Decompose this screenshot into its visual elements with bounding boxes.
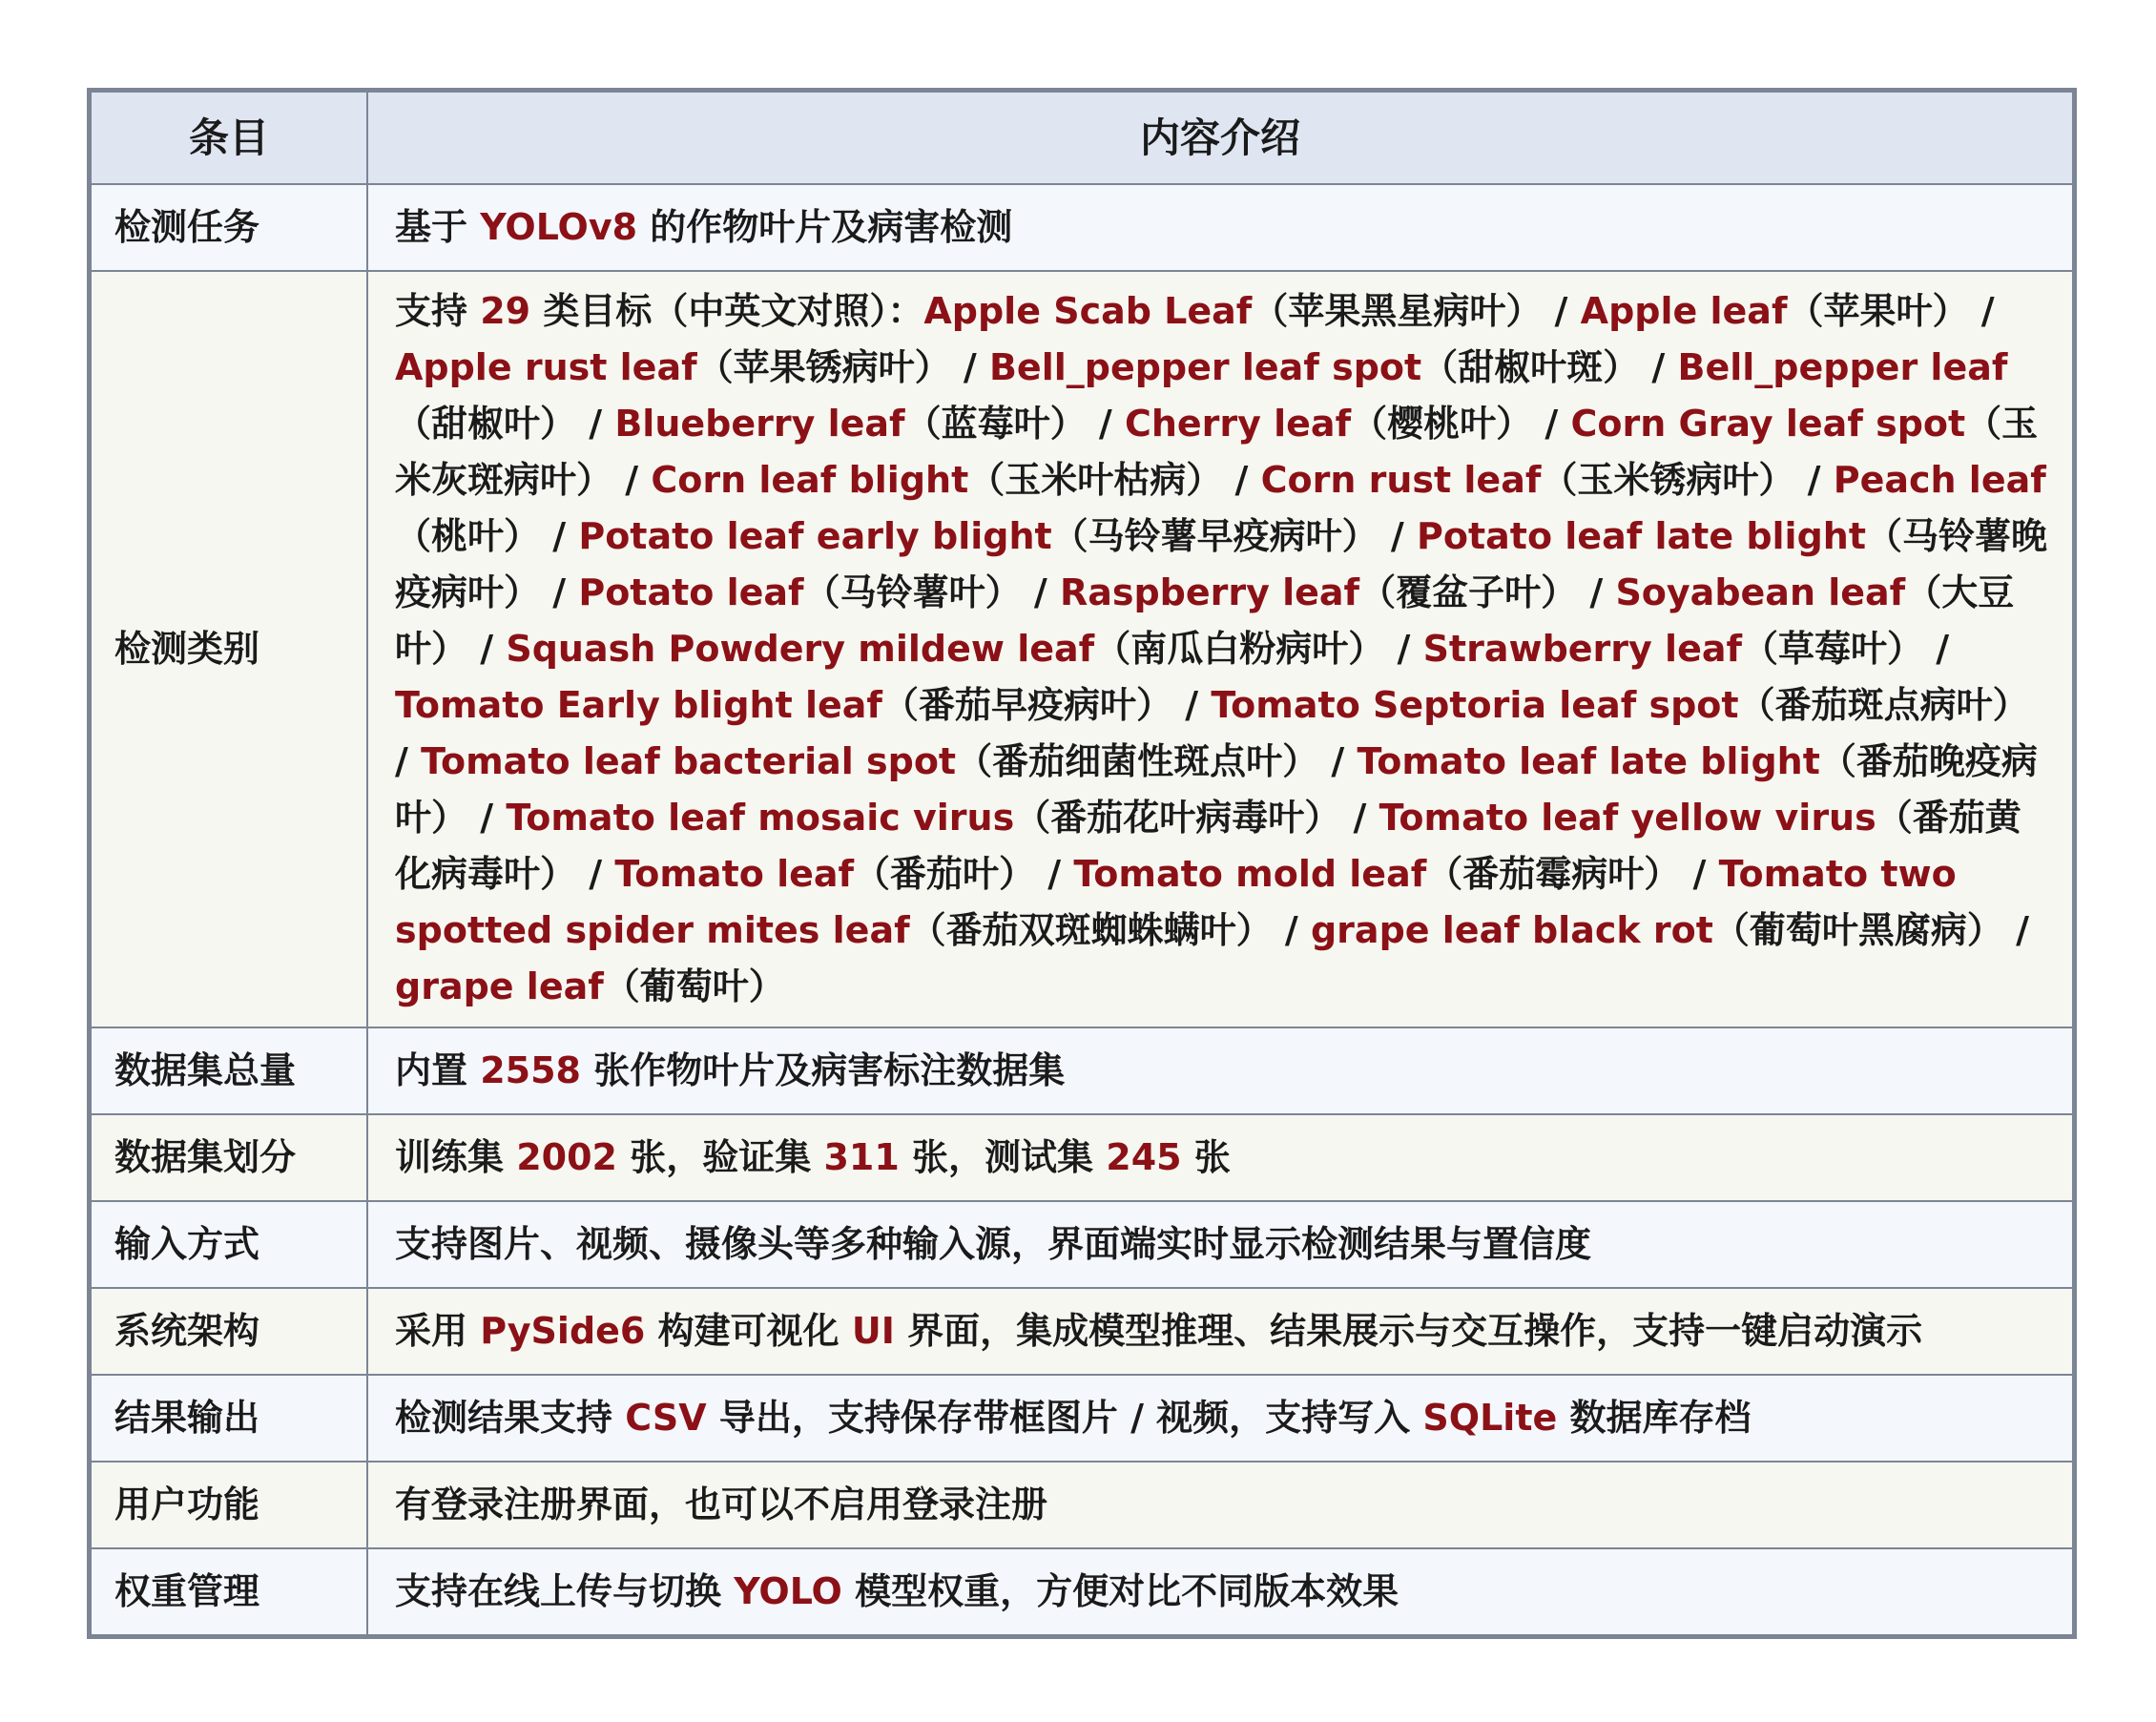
content-text: 基于 <box>395 206 481 248</box>
highlight-text: Corn leaf blight <box>651 459 969 501</box>
row-label: 用户功能 <box>91 1462 367 1548</box>
content-text: 模型权重，方便对比不同版本效果 <box>841 1570 1399 1612</box>
highlight-text: CSV <box>625 1397 707 1439</box>
content-text: 有登录注册界面，也可以不启用登录注册 <box>395 1483 1048 1525</box>
content-text: 类目标（中英文对照）： <box>530 290 924 332</box>
highlight-text: Squash Powdery mildew leaf <box>506 628 1095 670</box>
content-text: 内置 <box>395 1049 481 1091</box>
row-content <box>367 1027 2073 1114</box>
content-text: （樱桃叶） / <box>1351 403 1571 445</box>
table-row <box>91 1114 2073 1201</box>
highlight-text: Bell_pepper leaf <box>1677 346 2008 388</box>
content-text: 支持 <box>395 290 481 332</box>
highlight-text: YOLO <box>734 1570 842 1612</box>
row-content <box>367 1288 2073 1375</box>
content-text: （甜椒叶） / <box>395 403 615 445</box>
highlight-text: Tomato Septoria leaf spot <box>1211 684 1739 726</box>
highlight-text: Bell_pepper leaf spot <box>988 346 1422 388</box>
highlight-text: Tomato leaf bacterial spot <box>421 740 957 782</box>
row-content <box>367 1462 2073 1548</box>
highlight-text: SQLite <box>1422 1397 1558 1439</box>
content-text: 检测结果支持 <box>395 1397 626 1439</box>
table-row <box>91 1462 2073 1548</box>
highlight-text: Tomato Early blight leaf <box>395 684 882 726</box>
row-content <box>367 1375 2073 1462</box>
content-text: （玉米灰斑病叶） / <box>395 403 2039 501</box>
table-row <box>91 184 2073 271</box>
content-text: （马铃薯早疫病叶） / <box>1051 515 1418 557</box>
content-text: （桃叶） / <box>395 515 579 557</box>
highlight-text: Apple Scab Leaf <box>923 290 1253 332</box>
content-text: （玉米叶枯病） / <box>968 459 1261 501</box>
content-text: （甜椒叶斑） / <box>1421 346 1678 388</box>
table-row <box>91 1548 2073 1635</box>
row-content <box>367 184 2073 271</box>
highlight-text: Potato leaf <box>578 571 804 613</box>
row-label: 输入方式 <box>91 1201 367 1288</box>
content-text: 支持图片、视频、摄像头等多种输入源，界面端实时显示检测结果与置信度 <box>395 1223 1592 1265</box>
content-text: 张，验证集 <box>617 1136 824 1178</box>
content-text: （番茄细菌性斑点叶） / <box>956 740 1358 782</box>
content-text: （苹果黑星病叶） / <box>1252 290 1581 332</box>
highlight-text: Potato leaf early blight <box>578 515 1052 557</box>
content-text: （番茄早疫病叶） / <box>881 684 1212 726</box>
table-row <box>91 1375 2073 1462</box>
highlight-text: Soyabean leaf <box>1615 571 1906 613</box>
feature-table <box>90 91 2074 1636</box>
row-label: 结果输出 <box>91 1375 367 1462</box>
table-row <box>91 1201 2073 1288</box>
content-text: 张作物叶片及病害标注数据集 <box>581 1049 1066 1091</box>
content-text: （苹果叶） / <box>1787 290 1995 332</box>
content-text: 数据库存档 <box>1557 1397 1752 1439</box>
highlight-text: Blueberry leaf <box>614 403 905 445</box>
content-text: 构建可视化 <box>645 1310 852 1352</box>
content-text: 的作物叶片及病害检测 <box>637 206 1013 248</box>
table-row <box>91 1288 2073 1375</box>
highlight-text: Potato leaf late blight <box>1417 515 1866 557</box>
highlight-text: 311 <box>823 1136 900 1178</box>
table-header-row <box>91 92 2073 184</box>
content-text: （番茄斑点病叶） / <box>395 684 2029 782</box>
content-text: （蓝莓叶） / <box>904 403 1125 445</box>
content-text: （玉米锈病叶） / <box>1541 459 1834 501</box>
content-text: 支持在线上传与切换 <box>395 1570 735 1612</box>
highlight-text: grape leaf <box>395 965 604 1007</box>
highlight-text: Tomato leaf <box>614 853 855 895</box>
content-text: （葡萄叶黑腐病） / <box>1712 909 2029 951</box>
row-content <box>367 1114 2073 1201</box>
feature-table-container <box>87 88 2077 1639</box>
content-text: （大豆叶） / <box>395 571 2015 670</box>
content-text: 张，测试集 <box>899 1136 1107 1178</box>
highlight-text: Strawberry leaf <box>1422 628 1743 670</box>
content-text: （番茄黄化病毒叶） / <box>395 797 2021 895</box>
row-label: 权重管理 <box>91 1548 367 1635</box>
content-text: （番茄叶） / <box>854 853 1074 895</box>
content-text: 采用 <box>395 1310 481 1352</box>
highlight-text: PySide6 <box>480 1310 646 1352</box>
content-text: （苹果锈病叶） / <box>696 346 989 388</box>
highlight-text: Tomato leaf late blight <box>1357 740 1820 782</box>
content-text: （马铃薯晚疫病叶） / <box>395 515 2048 613</box>
row-content <box>367 1548 2073 1635</box>
highlight-text: 2002 <box>516 1136 617 1178</box>
highlight-text: UI <box>851 1310 895 1352</box>
highlight-text: Apple rust leaf <box>395 346 697 388</box>
row-label: 数据集划分 <box>91 1114 367 1201</box>
row-label: 检测任务 <box>91 184 367 271</box>
header-description: 内容介绍 <box>367 92 2073 184</box>
content-text: （番茄晚疫病叶） / <box>395 740 2038 839</box>
highlight-text: 2558 <box>480 1049 581 1091</box>
content-text: （草莓叶） / <box>1742 628 1950 670</box>
row-label: 检测类别 <box>91 271 367 1027</box>
table-row <box>91 271 2073 1027</box>
highlight-text: Tomato leaf mosaic virus <box>506 797 1015 839</box>
highlight-text: Cherry leaf <box>1124 403 1352 445</box>
content-text: （番茄花叶病毒叶） / <box>1014 797 1379 839</box>
row-label: 系统架构 <box>91 1288 367 1375</box>
content-text: （葡萄叶） <box>603 965 785 1007</box>
highlight-text: 245 <box>1106 1136 1182 1178</box>
header-item: 条目 <box>91 92 367 184</box>
highlight-text: grape leaf black rot <box>1310 909 1713 951</box>
content-text: （覆盆子叶） / <box>1359 571 1616 613</box>
highlight-text: Tomato two spotted spider mites leaf <box>395 853 1957 951</box>
highlight-text: 29 <box>480 290 531 332</box>
highlight-text: Corn rust leaf <box>1260 459 1542 501</box>
table-row <box>91 1027 2073 1114</box>
row-content <box>367 271 2073 1027</box>
content-text: 导出，支持保存带框图片 / 视频，支持写入 <box>706 1397 1423 1439</box>
row-content <box>367 1201 2073 1288</box>
content-text: （番茄霉病叶） / <box>1426 853 1719 895</box>
highlight-text: Peach leaf <box>1833 459 2046 501</box>
content-text: （马铃薯叶） / <box>803 571 1060 613</box>
highlight-text: Tomato leaf yellow virus <box>1379 797 1876 839</box>
highlight-text: Raspberry leaf <box>1059 571 1360 613</box>
highlight-text: Tomato mold leaf <box>1073 853 1427 895</box>
highlight-text: Apple leaf <box>1580 290 1788 332</box>
content-text: 训练集 <box>395 1136 517 1178</box>
content-text: 界面，集成模型推理、结果展示与交互操作，支持一键启动演示 <box>894 1310 1923 1352</box>
content-text: （番茄双斑蜘蛛螨叶） / <box>909 909 1311 951</box>
highlight-text: YOLOv8 <box>480 206 638 248</box>
content-text: （南瓜白粉病叶） / <box>1094 628 1423 670</box>
row-label: 数据集总量 <box>91 1027 367 1114</box>
highlight-text: Corn Gray leaf spot <box>1570 403 1966 445</box>
content-text: 张 <box>1181 1136 1231 1178</box>
